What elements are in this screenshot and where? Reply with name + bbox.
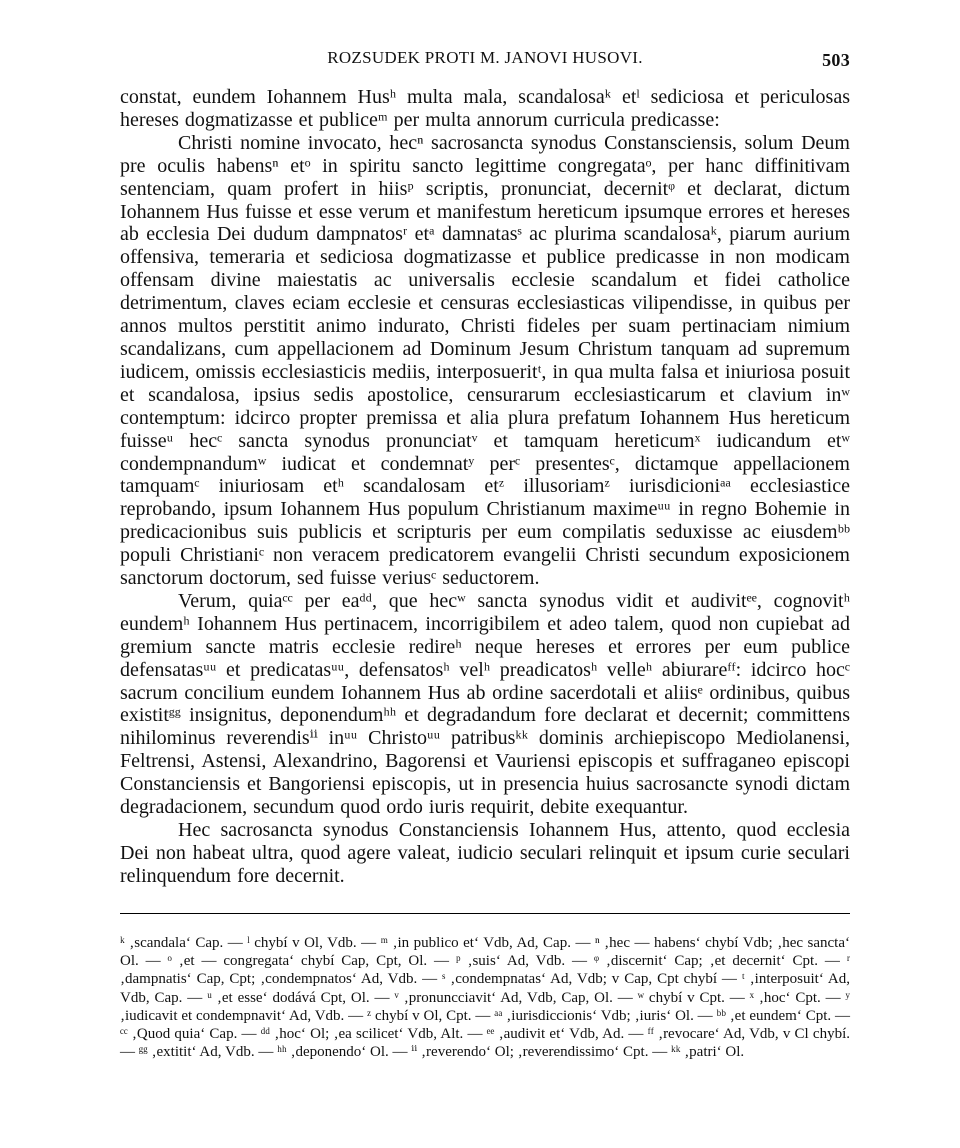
running-head: ROZSUDEK PROTI M. JANOVI HUSOVI. bbox=[327, 48, 643, 67]
body-paragraph: Hec sacrosancta synodus Constanciensis Iohannem Hus, attento, quod ecclesia Dei non habeat ultra, quod agere valeat, iudicio seculari relinquit et ipsum curie seculari relinquendum fore decernit. bbox=[120, 819, 850, 887]
footnote-text: ᵏ ‚scandala‘ Cap. — ˡ chybí v Ol, Vdb. — ᵐ ‚in publico et‘ Vdb, Ad, Cap. — ⁿ ‚hec — habens‘ chybí Vdb; ‚hec sancta‘ Ol. — ᵒ ‚et — congregata‘ chybí Cap, Cpt, Ol. — ᵖ ‚suis‘ Ad, Vdb. — ᵠ ‚discernit‘ Cap; ‚et decernit‘ Cpt. — ʳ ‚dampnatis‘ Cap, Cpt; ‚condempnatos‘ Ad, Vdb. — ˢ ‚condempnatas‘ Ad, Vdb; v Cap, Cpt chybí — ᵗ ‚interposuit‘ Ad, Vdb, Cap. — ᵘ ‚et esse‘ dodává Cpt, Ol. — ᵛ ‚pronuncciavit‘ Ad, Vdb, Cap, Ol. — ʷ chybí v Cpt. — ˣ ‚hoc‘ Cpt. — ʸ ‚iudicavit et condempnavit‘ Ad, Vdb. — ᶻ chybí v Ol, Cpt. — ᵃᵃ ‚iurisdiccionis‘ Vdb; ‚iuris‘ Ol. — ᵇᵇ ‚et eundem‘ Cpt. — ᶜᶜ ‚Quod quia‘ Cap. — ᵈᵈ ‚hoc‘ Ol; ‚ea scilicet‘ Vdb, Alt. — ᵉᵉ ‚audivit et‘ Vdb, Ad. — ᶠᶠ ‚revocare‘ Ad, Vdb, v Cl chybí. — ᵍᵍ ‚extitit‘ Ad, Vdb. — ʰʰ ‚deponendo‘ Ol. — ⁱⁱ ‚reverendo‘ Ol; ‚reverendissimo‘ Cpt. — ᵏᵏ ‚patri‘ Ol. bbox=[120, 935, 850, 1061]
footnote-divider bbox=[120, 913, 850, 914]
body-paragraph: Christi nomine invocato, hecⁿ sacrosancta synodus Constansciensis, solum Deum pre oculis habensⁿ etᵒ in spiritu sancto legittime congregataᵒ, per hanc diffinitivam sentenciam, quam profert in hiisᵖ scriptis, pronunciat, decernitᵠ et declarat, dictum Iohannem Hus fuisse et esse verum et manifestum hereticum ipsumque errores et hereses ab ecclesia Dei dudum dampnatosʳ etᵃ damnatasˢ ac plurima scandalosaᵏ, piarum aurium offensiva, temeraria et sediciosa dogmatizasse et publice predicasse in non modicam offensam divine maiestatis ac universalis ecclesie scandalum et fidei catholice detrimentum, claves eciam ecclesie et censuras ecclesiasticas vilipendisse, in quibus per annos multos perstitit animo indurato, Christi fideles per suam pertinaciam nimium scandalizans, cum appellacionem ad Dominum Jesum Christum tanquam ad supremum iudicem, omissis ecclesiasticis mediis, interposueritᵗ, in qua multa falsa et iniuriosa posuit et scandalosa, ipsius sedis apostolice, censurarum ecclesiasticarum et clavium inʷ contemptum: idcirco propter premissa et alia plura prefatum Iohannem Hus hereticum fuisseᵘ hecᶜ sancta synodus pronunciatᵛ et tamquam hereticumˣ iudicandum etʷ condempnandumʷ iudicat et condemnatʸ perᶜ presentesᶜ, dictamque appellacionem tamquamᶜ iniuriosam etʰ scandalosam etᶻ illusoriamᶻ iurisdicioniᵃᵃ ecclesiastice reprobando, ipsum Iohannem Hus populum Christianum maximeᵘᵘ in regno Bohemie in predicacionibus suis publicis et scripturis per eum compilatis seduxisse ac eiusdemᵇᵇ populi Christianiᶜ non veracem predicatorem evangelii Christi secundum exposicionem sanctorum doctorum, sed fuisse veriusᶜ seductorem. bbox=[120, 131, 850, 590]
page-number: 503 bbox=[822, 50, 850, 70]
page-header bbox=[120, 48, 850, 72]
body-text bbox=[120, 86, 850, 888]
footnotes bbox=[120, 934, 850, 1061]
body-paragraph: constat, eundem Iohannem Husʰ multa mala, scandalosaᵏ etˡ sediciosa et periculosas hereses dogmatizasse et publiceᵐ per multa annorum curricula predicasse: bbox=[120, 86, 850, 131]
body-paragraph: Verum, quiaᶜᶜ per eaᵈᵈ, que hecʷ sancta synodus vidit et audivitᵉᵉ, cognovitʰ eundemʰ Iohannem Hus pertinacem, incorrigibilem et adeo talem, quod non cupiebat ad gremium sancte matris ecclesie redireʰ neque hereses et errores per eum publice defensatasᵘᵘ et predicatasᵘᵘ, defensatosʰ velʰ preadicatosʰ velleʰ abiurareᶠᶠ: idcirco hocᶜ sacrum concilium eundem Iohannem Hus ab ordine sacerdotali et aliisᵉ ordinibus, quibus existitᵍᵍ insignitus, deponendumʰʰ et degradandum fore declarat et decernit; committens nihilominus reverendisⁱⁱ inᵘᵘ Christoᵘᵘ patribusᵏᵏ dominis archiepiscopo Mediolanensi, Feltrensi, Astensi, Alexandrino, Bagorensi et Vauriensi episcopis et suffraganeo episcopi Constanciensis et Bangoriensi episcopis, ut in presencia huius sacrosancte synodi dictam degradacionem, secundum quod ordo iuris requirit, debite exequantur. bbox=[120, 589, 850, 819]
